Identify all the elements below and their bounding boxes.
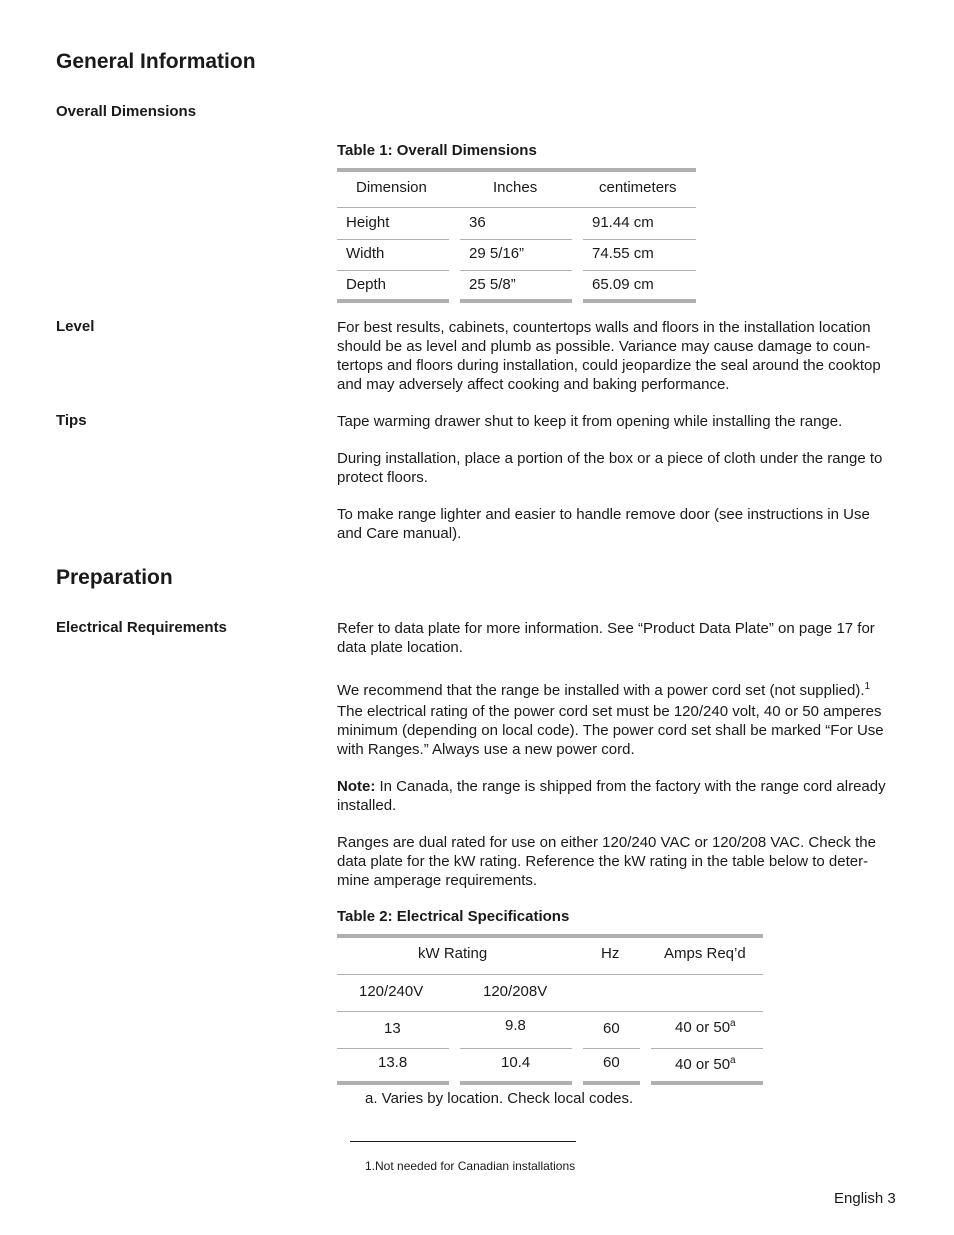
table-footnote-reference: a <box>730 1055 736 1066</box>
table2-amps-value: 40 or 50 <box>675 1056 731 1073</box>
table2-cell: 9.8 <box>505 1017 526 1034</box>
table-overall-dimensions <box>337 168 697 308</box>
table2-header-amps: Amps Req’d <box>664 945 746 962</box>
table2-cell: 10.4 <box>501 1054 531 1071</box>
note-paragraph <box>337 777 897 815</box>
note-text: In Canada, the range is shipped from the factory with the range cord already installed. <box>337 778 886 814</box>
tips-paragraph: Tape warming drawer shut to keep it from opening while installing the range. <box>337 413 843 430</box>
footnote-reference: 1 <box>864 681 871 692</box>
electrical-paragraph: Ranges are dual rated for use on either 120/240 VAC or 120/208 VAC. Check the data plate for the kW rating. Reference the kW rating in the table below to deter-mine amperage requirements. <box>337 834 876 889</box>
side-label-electrical-requirements: Electrical Requirements <box>56 619 227 636</box>
table-footnote-reference: a <box>730 1018 736 1029</box>
table1-cell: 36 <box>469 214 486 231</box>
electrical-paragraph: Refer to data plate for more information. See “Product Data Plate” on page 17 for data plate location. <box>337 620 875 656</box>
tips-paragraph: During installation, place a portion of the box or a piece of cloth under the range to protect floors. <box>337 450 883 486</box>
page-footnote: 1.Not needed for Canadian installations <box>365 1159 576 1173</box>
table2-header-kw-rating: kW Rating <box>418 945 488 962</box>
side-label-level: Level <box>56 318 95 335</box>
side-label-overall-dimensions: Overall Dimensions <box>56 103 197 120</box>
table2-header-hz: Hz <box>601 945 620 962</box>
section-heading-preparation: Preparation <box>56 566 173 589</box>
electrical-paragraph <box>337 677 897 700</box>
table1-cell: 25 5/8” <box>469 276 516 293</box>
table-electrical-specifications <box>337 934 765 1094</box>
table2-subheader-240v: 120/240V <box>359 983 424 1000</box>
note-label: Note: <box>337 778 376 795</box>
table2-cell: 13.8 <box>378 1054 408 1071</box>
table1-caption: Table 1: Overall Dimensions <box>337 142 537 159</box>
electrical-paragraph: The electrical rating of the power cord set must be 120/240 volt, 40 or 50 amperes minimum (depending on local code). The power cord set shall be marked “For Use with Ranges.” Always use a new power cord. <box>337 703 884 758</box>
table1-cell: 29 5/16” <box>469 245 525 262</box>
table1-cell: 91.44 cm <box>592 214 654 231</box>
page-number: English 3 <box>834 1190 896 1207</box>
table2-cell <box>675 1018 736 1036</box>
table1-header-centimeters: centimeters <box>599 179 677 196</box>
table1-cell: Width <box>346 245 385 262</box>
table1-header-inches: Inches <box>493 179 538 196</box>
section-heading-general-information: General Information <box>56 50 256 73</box>
table1-cell: Depth <box>346 276 387 293</box>
table2-cell: 13 <box>384 1020 401 1037</box>
table2-subheader-208v: 120/208V <box>483 983 548 1000</box>
table2-footnote: a. Varies by location. Check local codes. <box>365 1090 634 1107</box>
table1-cell: 74.55 cm <box>592 245 654 262</box>
electrical-recommend-text: We recommend that the range be installed with a power cord set (not supplied). <box>337 682 865 699</box>
footnote-separator <box>350 1141 576 1142</box>
table1-cell: 65.09 cm <box>592 276 654 293</box>
table1-cell: Height <box>346 214 390 231</box>
level-paragraph: For best results, cabinets, countertops walls and floors in the installation location should be as level and plumb as possible. Variance may cause damage to coun-tertops and floors during installation, could jeopardize the seal around the cooktop and may adversely affect cooking and baking performance. <box>337 319 881 393</box>
table2-amps-value: 40 or 50 <box>675 1019 731 1036</box>
side-label-tips: Tips <box>56 412 87 429</box>
table1-header-dimension: Dimension <box>356 179 427 196</box>
table2-caption: Table 2: Electrical Specifications <box>337 908 570 925</box>
table2-cell: 60 <box>603 1020 620 1037</box>
tips-paragraph: To make range lighter and easier to handle remove door (see instructions in Use and Care manual). <box>337 506 870 542</box>
table2-cell: 60 <box>603 1054 620 1071</box>
table2-cell <box>675 1055 736 1073</box>
